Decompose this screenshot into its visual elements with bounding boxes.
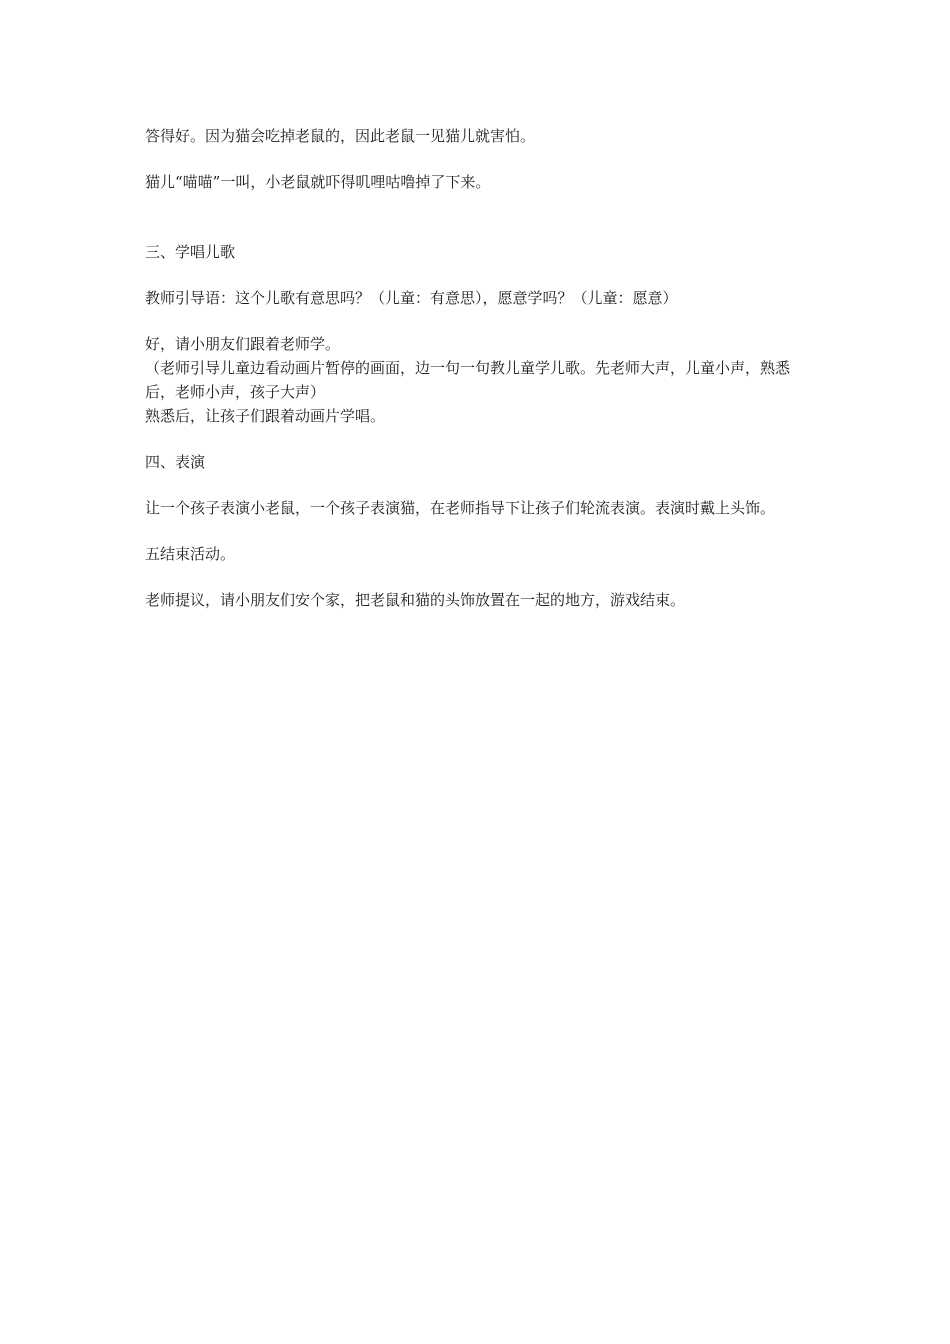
paragraph-answer: 答得好。因为猫会吃掉老鼠的，因此老鼠一见猫儿就害怕。 [145,127,536,145]
spacer [145,520,815,542]
section-heading-sing: 三、学唱儿歌 [145,243,236,261]
paragraph-sing-along: 熟悉后，让孩子们跟着动画片学唱。 [145,407,386,425]
paragraph-follow-teacher: 好，请小朋友们跟着老师学。 [145,335,341,353]
spacer [145,566,815,588]
paragraph-teacher-prompt: 教师引导语：这个儿歌有意思吗？（儿童：有意思），愿意学吗？（儿童：愿意） [145,289,678,307]
spacer [145,428,815,450]
spacer [145,148,815,170]
section-heading-perform: 四、表演 [145,453,206,471]
spacer [145,474,815,496]
paragraph-closing: 老师提议，请小朋友们安个家，把老鼠和猫的头饰放置在一起的地方，游戏结束。 [145,591,686,609]
spacer [145,194,815,240]
paragraph-cat-meow: 猫儿“喵喵”一叫，小老鼠就吓得叽哩咕噜掉了下来。 [145,173,491,191]
paragraph-performance: 让一个孩子表演小老鼠，一个孩子表演猫，在老师指导下让孩子们轮流表演。表演时戴上头饰。 [145,499,776,517]
paragraph-teaching-method: （老师引导儿童边看动画片暂停的画面，边一句一句教儿童学儿歌。先老师大声，儿童小声，熟悉后，老师小声，孩子大声） [145,359,791,401]
spacer [145,264,815,286]
section-heading-end: 五结束活动。 [145,545,236,563]
spacer [145,310,815,332]
document-page [145,124,815,612]
